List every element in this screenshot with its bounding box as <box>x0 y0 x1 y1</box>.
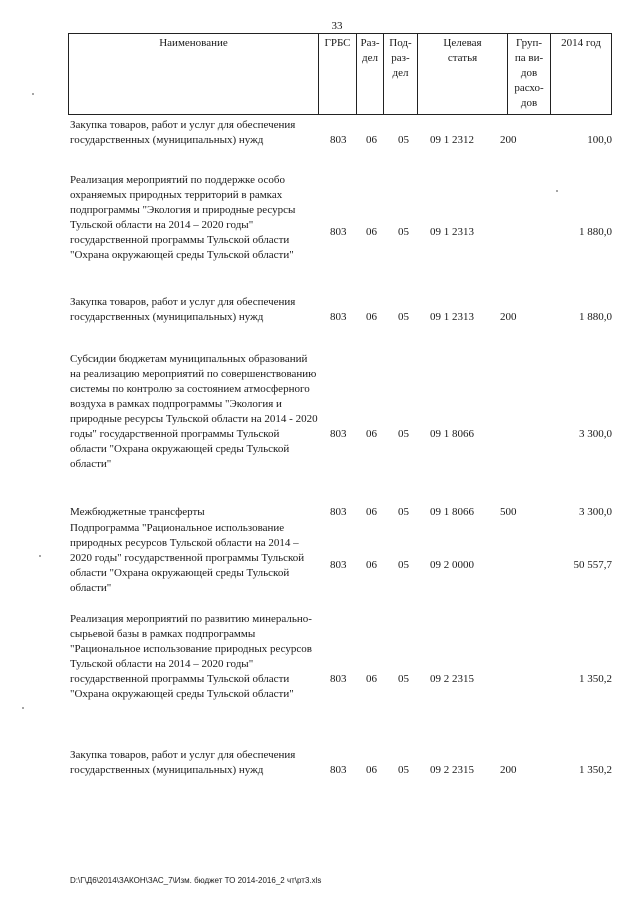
row-razdel: 06 <box>366 764 377 776</box>
row-sum: 1 350,2 <box>579 673 612 685</box>
row-razdel: 06 <box>366 226 377 238</box>
row-name: Реализация мероприятий по поддержке особо охраняемых природных территорий в рамках подпрограммы "Экология и природные ресурсы Тульской области на 2014 – 2020 годы" государственной программы Тульской области "Охрана окружающей среды Тульской области" <box>70 174 296 261</box>
row-grbs: 803 <box>330 673 347 685</box>
row-grbs: 803 <box>330 226 347 238</box>
scan-speck <box>32 93 34 95</box>
row-razdel: 06 <box>366 428 377 440</box>
scan-speck <box>39 555 41 557</box>
row-target: 09 1 2313 <box>430 311 474 323</box>
row-sum: 50 557,7 <box>573 559 612 571</box>
row-podrazdel: 05 <box>398 673 409 685</box>
row-razdel: 06 <box>366 673 377 685</box>
header-target: Целевая статья <box>417 34 507 114</box>
row-podrazdel: 05 <box>398 428 409 440</box>
row-target: 09 1 2313 <box>430 226 474 238</box>
row-name: Межбюджетные трансферты <box>70 506 205 518</box>
row-group: 200 <box>500 764 517 776</box>
row-podrazdel: 05 <box>398 559 409 571</box>
row-sum: 1 880,0 <box>579 226 612 238</box>
row-sum: 100,0 <box>587 134 612 146</box>
row-name: Подпрограмма "Рациональное использование природных ресурсов Тульской области на 2014 – 2020 годы" государственной программы Тульской области "Охрана окружающей среды Тульской области" <box>70 522 305 594</box>
row-name: Субсидии бюджетам муниципальных образований на реализацию мероприятий по совершенствованию системы по контролю за состоянием атмосферного воздуха в рамках подпрограммы "Экология и природные ресурсы Тульской области на 2014 - 2020 годы" государственной программы Тульской области "Охрана окружающей среды Тульской области" <box>70 353 318 470</box>
scan-speck <box>556 190 558 192</box>
header-razdel: Раз- дел <box>356 34 383 114</box>
row-podrazdel: 05 <box>398 311 409 323</box>
row-razdel: 06 <box>366 311 377 323</box>
row-razdel: 06 <box>366 134 377 146</box>
row-group: 500 <box>500 506 517 518</box>
row-sum: 1 350,2 <box>579 764 612 776</box>
budget-table <box>68 33 612 776</box>
row-group: 200 <box>500 134 517 146</box>
header-group: Груп- па ви- дов расхо- дов <box>507 34 550 114</box>
row-name: Закупка товаров, работ и услуг для обеспечения государственных (муниципальных) нужд <box>70 296 296 323</box>
page-number: 33 <box>331 20 343 32</box>
row-sum: 3 300,0 <box>579 428 612 440</box>
row-target: 09 1 2312 <box>430 134 474 146</box>
row-razdel: 06 <box>366 506 377 518</box>
table-header <box>68 33 612 115</box>
row-sum: 1 880,0 <box>579 311 612 323</box>
row-grbs: 803 <box>330 428 347 440</box>
row-grbs: 803 <box>330 764 347 776</box>
header-sum: 2014 год <box>550 34 612 114</box>
file-path-footer: D:\Г\Д6\2014\ЗАКОН\ЗАС_7\Изм. бюджет ТО 2014-2016_2 чт\рт3.xls <box>70 876 322 885</box>
row-target: 09 2 2315 <box>430 673 474 685</box>
header-name: Наименование <box>68 34 318 114</box>
row-target: 09 2 0000 <box>430 559 474 571</box>
scan-speck <box>22 707 24 709</box>
row-group: 200 <box>500 311 517 323</box>
row-grbs: 803 <box>330 559 347 571</box>
header-podrazdel: Под- раз- дел <box>383 34 417 114</box>
row-razdel: 06 <box>366 559 377 571</box>
row-sum: 3 300,0 <box>579 506 612 518</box>
row-grbs: 803 <box>330 311 347 323</box>
row-target: 09 1 8066 <box>430 506 474 518</box>
row-grbs: 803 <box>330 506 347 518</box>
row-podrazdel: 05 <box>398 506 409 518</box>
row-podrazdel: 05 <box>398 134 409 146</box>
row-target: 09 1 8066 <box>430 428 474 440</box>
row-name: Закупка товаров, работ и услуг для обеспечения государственных (муниципальных) нужд <box>70 119 296 146</box>
row-podrazdel: 05 <box>398 226 409 238</box>
row-podrazdel: 05 <box>398 764 409 776</box>
row-grbs: 803 <box>330 134 347 146</box>
header-grbs: ГРБС <box>318 34 356 114</box>
row-target: 09 2 2315 <box>430 764 474 776</box>
row-name: Реализация мероприятий по развитию минерально-сырьевой базы в рамках подпрограммы "Рациональное использование природных ресурсов Тульской области на 2014 – 2020 годы" государственной программы Тульской области "Охрана окружающей среды Тульской области" <box>70 613 312 700</box>
row-name: Закупка товаров, работ и услуг для обеспечения государственных (муниципальных) нужд <box>70 749 296 776</box>
